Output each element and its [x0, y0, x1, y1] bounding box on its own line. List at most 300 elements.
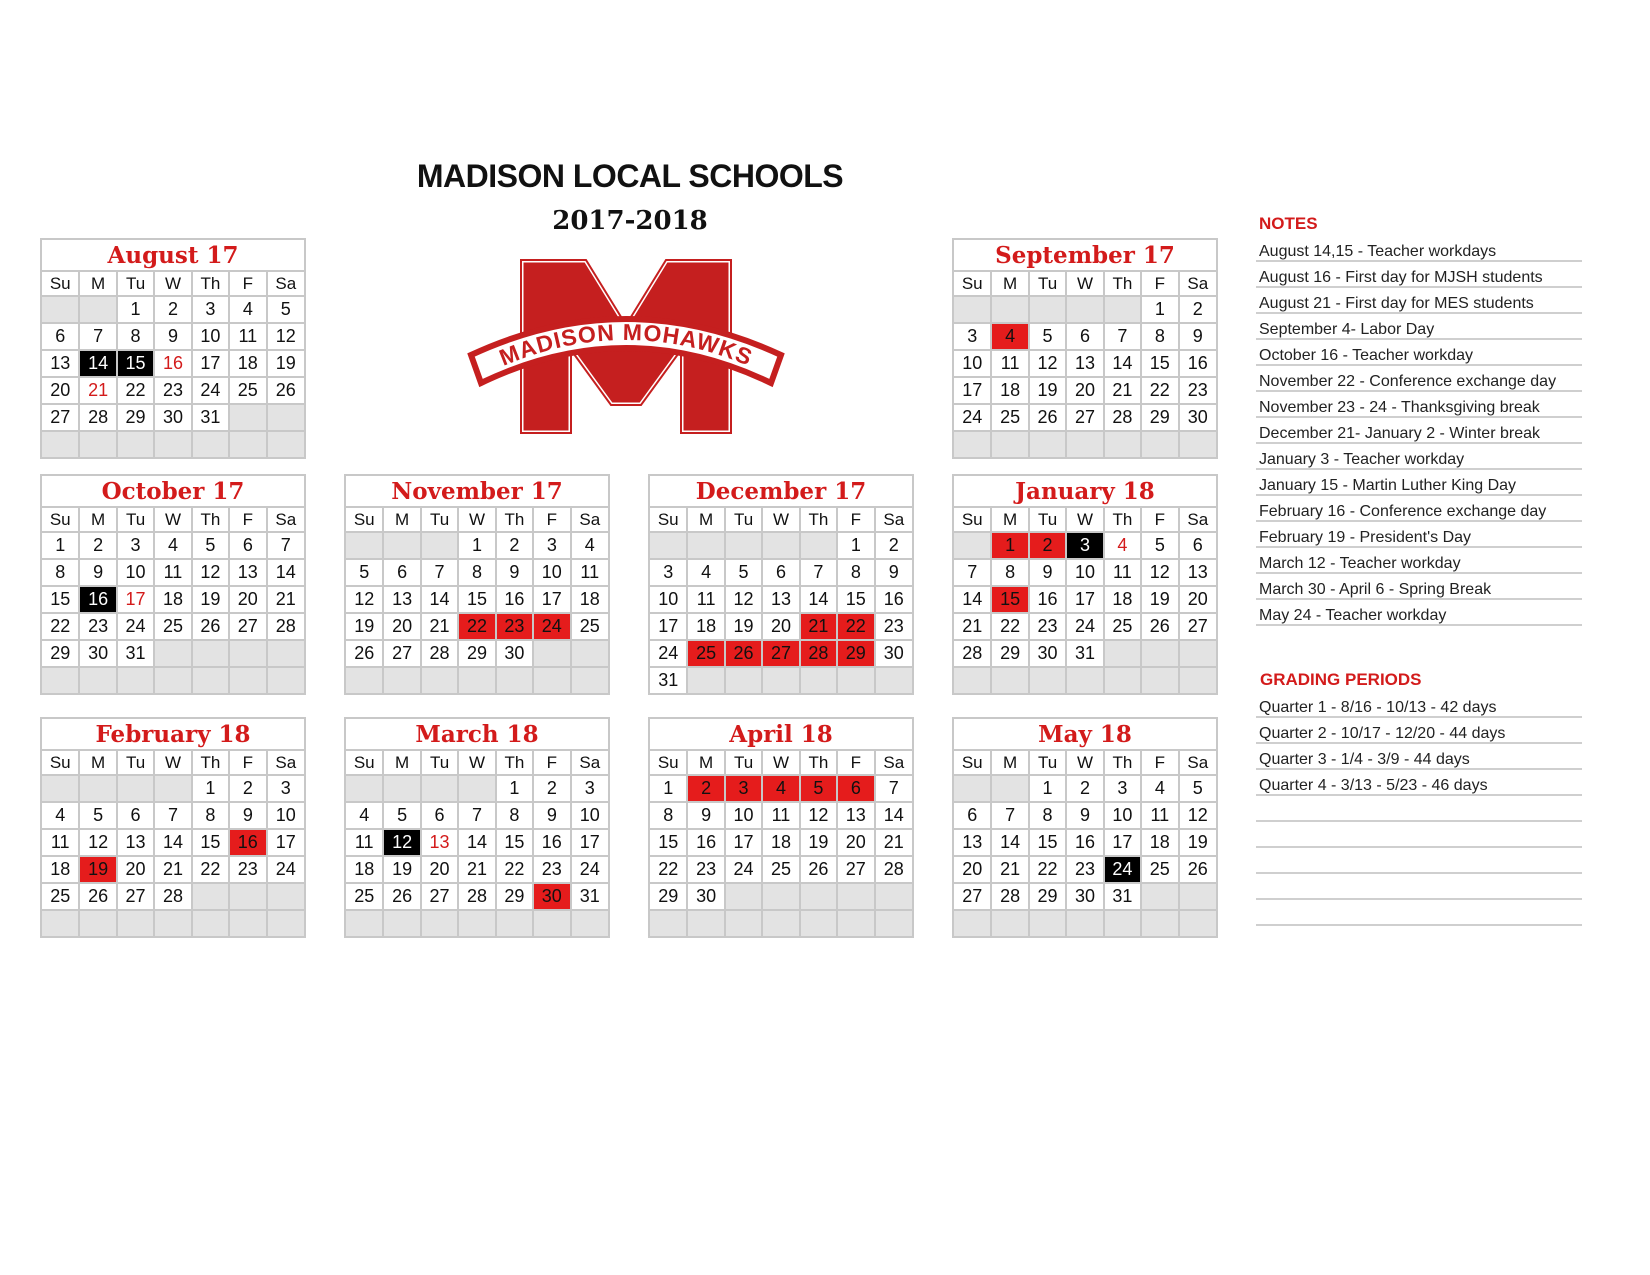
weekday-header: M	[991, 508, 1028, 532]
day-cell: 30	[1179, 404, 1216, 431]
empty-cell	[991, 910, 1028, 936]
weekday-header: F	[837, 751, 874, 775]
day-cell: 26	[267, 377, 304, 404]
day-cell: 22	[117, 377, 154, 404]
empty-cell	[1029, 296, 1066, 323]
empty-cell	[79, 910, 116, 936]
day-cell: 23	[875, 613, 912, 640]
notes-item: February 16 - Conference exchange day	[1256, 496, 1582, 522]
day-cell: 18	[762, 829, 799, 856]
empty-cell	[458, 775, 495, 802]
empty-cell	[954, 532, 991, 559]
day-cell: 23	[496, 613, 533, 640]
empty-cell	[800, 532, 837, 559]
day-cell: 28	[954, 640, 991, 667]
day-cell: 27	[42, 404, 79, 431]
day-cell: 13	[762, 586, 799, 613]
empty-cell	[1029, 667, 1066, 693]
weekday-header: W	[1066, 508, 1103, 532]
day-cell: 6	[117, 802, 154, 829]
day-cell: 6	[1066, 323, 1103, 350]
day-cell: 4	[42, 802, 79, 829]
day-cell: 3	[650, 559, 687, 586]
day-cell: 10	[117, 559, 154, 586]
empty-cell	[762, 910, 799, 936]
day-cell: 4	[571, 532, 608, 559]
month-calendar	[952, 474, 1218, 695]
empty-cell	[267, 667, 304, 693]
month-title: February 18	[42, 719, 304, 751]
day-cell: 21	[875, 829, 912, 856]
day-cell: 15	[192, 829, 229, 856]
empty-cell	[383, 910, 420, 936]
month-title: April 18	[650, 719, 912, 751]
empty-cell	[954, 296, 991, 323]
day-cell: 8	[650, 802, 687, 829]
day-cell: 16	[496, 586, 533, 613]
weekday-header: Sa	[1179, 508, 1216, 532]
day-cell: 20	[1179, 586, 1216, 613]
day-cell: 3	[954, 323, 991, 350]
empty-cell	[346, 910, 383, 936]
day-cell: 13	[837, 802, 874, 829]
empty-cell	[154, 775, 191, 802]
day-cell: 10	[954, 350, 991, 377]
day-cell: 13	[421, 829, 458, 856]
empty-cell	[117, 775, 154, 802]
weekday-header: Tu	[117, 272, 154, 296]
day-cell: 2	[1029, 532, 1066, 559]
weekday-header: F	[229, 272, 266, 296]
empty-cell	[991, 667, 1028, 693]
day-cell: 4	[229, 296, 266, 323]
empty-cell	[1104, 640, 1141, 667]
logo-text: MADISON MOHAWKS	[495, 318, 757, 371]
day-cell: 2	[1066, 775, 1103, 802]
day-cell: 11	[571, 559, 608, 586]
day-cell: 31	[117, 640, 154, 667]
weekday-header: Tu	[421, 751, 458, 775]
day-cell: 23	[1066, 856, 1103, 883]
day-cell: 5	[267, 296, 304, 323]
day-cell: 20	[762, 613, 799, 640]
grading-item: Quarter 2 - 10/17 - 12/20 - 44 days	[1256, 718, 1582, 744]
day-cell: 26	[383, 883, 420, 910]
day-cell: 10	[1066, 559, 1103, 586]
day-cell: 7	[875, 775, 912, 802]
day-cell: 28	[800, 640, 837, 667]
page-title: MADISON LOCAL SCHOOLS	[416, 158, 844, 194]
empty-cell	[1066, 667, 1103, 693]
empty-cell	[1104, 431, 1141, 457]
month-title: May 18	[954, 719, 1216, 751]
day-cell: 14	[458, 829, 495, 856]
day-cell: 9	[1179, 323, 1216, 350]
day-cell: 5	[1179, 775, 1216, 802]
weekday-header: W	[1066, 751, 1103, 775]
day-cell: 8	[1029, 802, 1066, 829]
notes-item: January 15 - Martin Luther King Day	[1256, 470, 1582, 496]
day-cell: 21	[421, 613, 458, 640]
day-cell: 7	[991, 802, 1028, 829]
day-cell: 7	[800, 559, 837, 586]
empty-cell	[42, 667, 79, 693]
weekday-header: W	[762, 508, 799, 532]
day-cell: 15	[117, 350, 154, 377]
day-cell: 6	[421, 802, 458, 829]
day-cell: 17	[650, 613, 687, 640]
day-cell: 24	[1104, 856, 1141, 883]
day-cell: 26	[1029, 404, 1066, 431]
day-cell: 19	[1141, 586, 1178, 613]
day-cell: 15	[1029, 829, 1066, 856]
day-cell: 9	[154, 323, 191, 350]
day-cell: 12	[383, 829, 420, 856]
day-cell: 24	[267, 856, 304, 883]
day-cell: 10	[267, 802, 304, 829]
empty-cell	[267, 910, 304, 936]
empty-cell	[954, 667, 991, 693]
month-calendar	[40, 474, 306, 695]
grading-item	[1256, 796, 1582, 822]
empty-cell	[267, 404, 304, 431]
day-cell: 27	[1066, 404, 1103, 431]
day-cell: 24	[954, 404, 991, 431]
empty-cell	[875, 910, 912, 936]
weekday-header: W	[154, 272, 191, 296]
day-cell: 5	[383, 802, 420, 829]
weekday-header: Sa	[1179, 272, 1216, 296]
day-cell: 28	[991, 883, 1028, 910]
day-cell: 9	[229, 802, 266, 829]
weekday-header: Su	[954, 272, 991, 296]
empty-cell	[496, 667, 533, 693]
month-calendar	[952, 717, 1218, 938]
empty-cell	[192, 667, 229, 693]
day-cell: 12	[800, 802, 837, 829]
day-cell: 15	[650, 829, 687, 856]
weekday-header: Tu	[725, 508, 762, 532]
day-cell: 11	[229, 323, 266, 350]
day-cell: 10	[192, 323, 229, 350]
day-cell: 7	[267, 532, 304, 559]
empty-cell	[383, 667, 420, 693]
empty-cell	[42, 296, 79, 323]
weekday-header: Su	[650, 508, 687, 532]
day-cell: 4	[346, 802, 383, 829]
day-cell: 11	[762, 802, 799, 829]
day-cell: 5	[192, 532, 229, 559]
day-cell: 7	[458, 802, 495, 829]
weekday-header: M	[687, 751, 724, 775]
empty-cell	[421, 775, 458, 802]
day-cell: 14	[79, 350, 116, 377]
day-cell: 25	[762, 856, 799, 883]
day-cell: 3	[192, 296, 229, 323]
day-cell: 11	[991, 350, 1028, 377]
day-cell: 23	[154, 377, 191, 404]
day-cell: 18	[1141, 829, 1178, 856]
weekday-header: Tu	[421, 508, 458, 532]
day-cell: 8	[837, 559, 874, 586]
day-cell: 23	[79, 613, 116, 640]
empty-cell	[650, 910, 687, 936]
day-cell: 1	[42, 532, 79, 559]
weekday-header: Sa	[571, 508, 608, 532]
empty-cell	[1104, 296, 1141, 323]
weekday-header: Sa	[267, 751, 304, 775]
day-cell: 22	[1029, 856, 1066, 883]
notes-item: November 23 - 24 - Thanksgiving break	[1256, 392, 1582, 418]
day-cell: 4	[154, 532, 191, 559]
empty-cell	[1066, 296, 1103, 323]
day-cell: 24	[571, 856, 608, 883]
day-cell: 25	[1141, 856, 1178, 883]
empty-cell	[421, 667, 458, 693]
day-cell: 24	[117, 613, 154, 640]
empty-cell	[762, 532, 799, 559]
day-cell: 25	[1104, 613, 1141, 640]
day-cell: 12	[1179, 802, 1216, 829]
day-cell: 23	[687, 856, 724, 883]
day-cell: 13	[954, 829, 991, 856]
weekday-header: Sa	[267, 272, 304, 296]
day-cell: 17	[1104, 829, 1141, 856]
day-cell: 29	[117, 404, 154, 431]
month-title: October 17	[42, 476, 304, 508]
notes-item: January 3 - Teacher workday	[1256, 444, 1582, 470]
weekday-header: Tu	[117, 751, 154, 775]
day-cell: 20	[229, 586, 266, 613]
notes-item: May 24 - Teacher workday	[1256, 600, 1582, 626]
day-cell: 23	[1029, 613, 1066, 640]
empty-cell	[687, 910, 724, 936]
day-cell: 17	[725, 829, 762, 856]
empty-cell	[1179, 431, 1216, 457]
empty-cell	[383, 532, 420, 559]
day-cell: 18	[1104, 586, 1141, 613]
weekday-header: Su	[954, 751, 991, 775]
weekday-header: Su	[42, 272, 79, 296]
weekday-header: W	[154, 751, 191, 775]
day-cell: 14	[800, 586, 837, 613]
day-cell: 16	[1066, 829, 1103, 856]
empty-cell	[1104, 910, 1141, 936]
day-cell: 29	[650, 883, 687, 910]
day-cell: 18	[154, 586, 191, 613]
day-cell: 8	[192, 802, 229, 829]
day-cell: 5	[1029, 323, 1066, 350]
day-cell: 10	[1104, 802, 1141, 829]
day-cell: 16	[1179, 350, 1216, 377]
day-cell: 21	[154, 856, 191, 883]
day-cell: 11	[1141, 802, 1178, 829]
day-cell: 18	[346, 856, 383, 883]
weekday-header: M	[79, 751, 116, 775]
day-cell: 4	[1104, 532, 1141, 559]
empty-cell	[383, 775, 420, 802]
day-cell: 16	[533, 829, 570, 856]
weekday-header: W	[762, 751, 799, 775]
day-cell: 18	[991, 377, 1028, 404]
empty-cell	[1029, 910, 1066, 936]
day-cell: 23	[1179, 377, 1216, 404]
day-cell: 13	[42, 350, 79, 377]
day-cell: 27	[229, 613, 266, 640]
empty-cell	[42, 431, 79, 457]
notes-item: August 21 - First day for MES students	[1256, 288, 1582, 314]
empty-cell	[267, 640, 304, 667]
day-cell: 28	[875, 856, 912, 883]
empty-cell	[1179, 640, 1216, 667]
day-cell: 11	[1104, 559, 1141, 586]
day-cell: 6	[837, 775, 874, 802]
month-title: August 17	[42, 240, 304, 272]
day-cell: 2	[154, 296, 191, 323]
empty-cell	[837, 667, 874, 693]
madison-mohawks-logo	[466, 255, 786, 440]
day-cell: 15	[837, 586, 874, 613]
weekday-header: M	[79, 508, 116, 532]
weekday-header: F	[1141, 751, 1178, 775]
day-cell: 15	[458, 586, 495, 613]
day-cell: 22	[192, 856, 229, 883]
day-cell: 31	[1104, 883, 1141, 910]
weekday-header: Th	[1104, 508, 1141, 532]
notes-title: NOTES	[1259, 214, 1318, 233]
day-cell: 2	[687, 775, 724, 802]
grading-item: Quarter 1 - 8/16 - 10/13 - 42 days	[1256, 692, 1582, 718]
weekday-header: F	[533, 508, 570, 532]
day-cell: 1	[837, 532, 874, 559]
weekday-header: M	[79, 272, 116, 296]
empty-cell	[79, 775, 116, 802]
day-cell: 18	[687, 613, 724, 640]
weekday-header: M	[383, 508, 420, 532]
day-cell: 2	[496, 532, 533, 559]
day-cell: 14	[421, 586, 458, 613]
day-cell: 21	[954, 613, 991, 640]
weekday-header: M	[383, 751, 420, 775]
day-cell: 25	[229, 377, 266, 404]
day-cell: 21	[79, 377, 116, 404]
grading-item: Quarter 4 - 3/13 - 5/23 - 46 days	[1256, 770, 1582, 796]
day-cell: 28	[458, 883, 495, 910]
day-cell: 20	[42, 377, 79, 404]
month-calendar	[40, 717, 306, 938]
day-cell: 19	[267, 350, 304, 377]
empty-cell	[229, 910, 266, 936]
day-cell: 16	[687, 829, 724, 856]
day-cell: 20	[954, 856, 991, 883]
day-cell: 8	[991, 559, 1028, 586]
notes-list	[1256, 236, 1582, 626]
day-cell: 3	[1066, 532, 1103, 559]
day-cell: 14	[954, 586, 991, 613]
day-cell: 24	[192, 377, 229, 404]
empty-cell	[421, 910, 458, 936]
month-title: March 18	[346, 719, 608, 751]
day-cell: 2	[875, 532, 912, 559]
empty-cell	[533, 910, 570, 936]
weekday-header: Su	[346, 508, 383, 532]
day-cell: 30	[875, 640, 912, 667]
day-cell: 26	[800, 856, 837, 883]
day-cell: 23	[533, 856, 570, 883]
day-cell: 9	[1029, 559, 1066, 586]
weekday-header: M	[991, 272, 1028, 296]
day-cell: 12	[1141, 559, 1178, 586]
empty-cell	[458, 667, 495, 693]
day-cell: 29	[42, 640, 79, 667]
grading-item: Quarter 3 - 1/4 - 3/9 - 44 days	[1256, 744, 1582, 770]
day-cell: 21	[800, 613, 837, 640]
day-cell: 15	[991, 586, 1028, 613]
day-cell: 11	[687, 586, 724, 613]
empty-cell	[192, 910, 229, 936]
empty-cell	[496, 910, 533, 936]
grading-title: GRADING PERIODS	[1260, 670, 1422, 689]
weekday-header: Th	[1104, 751, 1141, 775]
grading-item	[1256, 848, 1582, 874]
weekday-header: Sa	[875, 508, 912, 532]
day-cell: 7	[421, 559, 458, 586]
notes-item: August 16 - First day for MJSH students	[1256, 262, 1582, 288]
day-cell: 17	[533, 586, 570, 613]
day-cell: 27	[954, 883, 991, 910]
empty-cell	[533, 667, 570, 693]
empty-cell	[117, 431, 154, 457]
weekday-header: Tu	[1029, 751, 1066, 775]
day-cell: 19	[800, 829, 837, 856]
grading-item	[1256, 874, 1582, 900]
empty-cell	[79, 431, 116, 457]
day-cell: 19	[383, 856, 420, 883]
empty-cell	[1066, 910, 1103, 936]
day-cell: 30	[1066, 883, 1103, 910]
empty-cell	[267, 431, 304, 457]
weekday-header: Su	[346, 751, 383, 775]
empty-cell	[458, 910, 495, 936]
day-cell: 17	[571, 829, 608, 856]
notes-item: August 14,15 - Teacher workdays	[1256, 236, 1582, 262]
empty-cell	[954, 431, 991, 457]
day-cell: 8	[117, 323, 154, 350]
empty-cell	[192, 883, 229, 910]
day-cell: 28	[1104, 404, 1141, 431]
empty-cell	[79, 296, 116, 323]
day-cell: 2	[79, 532, 116, 559]
day-cell: 27	[837, 856, 874, 883]
empty-cell	[421, 532, 458, 559]
day-cell: 8	[1141, 323, 1178, 350]
weekday-header: Sa	[267, 508, 304, 532]
weekday-header: Th	[192, 272, 229, 296]
day-cell: 6	[1179, 532, 1216, 559]
day-cell: 10	[533, 559, 570, 586]
day-cell: 24	[725, 856, 762, 883]
weekday-header: Th	[496, 751, 533, 775]
day-cell: 27	[421, 883, 458, 910]
day-cell: 18	[571, 586, 608, 613]
day-cell: 7	[954, 559, 991, 586]
day-cell: 25	[346, 883, 383, 910]
day-cell: 18	[42, 856, 79, 883]
day-cell: 17	[1066, 586, 1103, 613]
day-cell: 13	[117, 829, 154, 856]
day-cell: 22	[837, 613, 874, 640]
weekday-header: W	[1066, 272, 1103, 296]
